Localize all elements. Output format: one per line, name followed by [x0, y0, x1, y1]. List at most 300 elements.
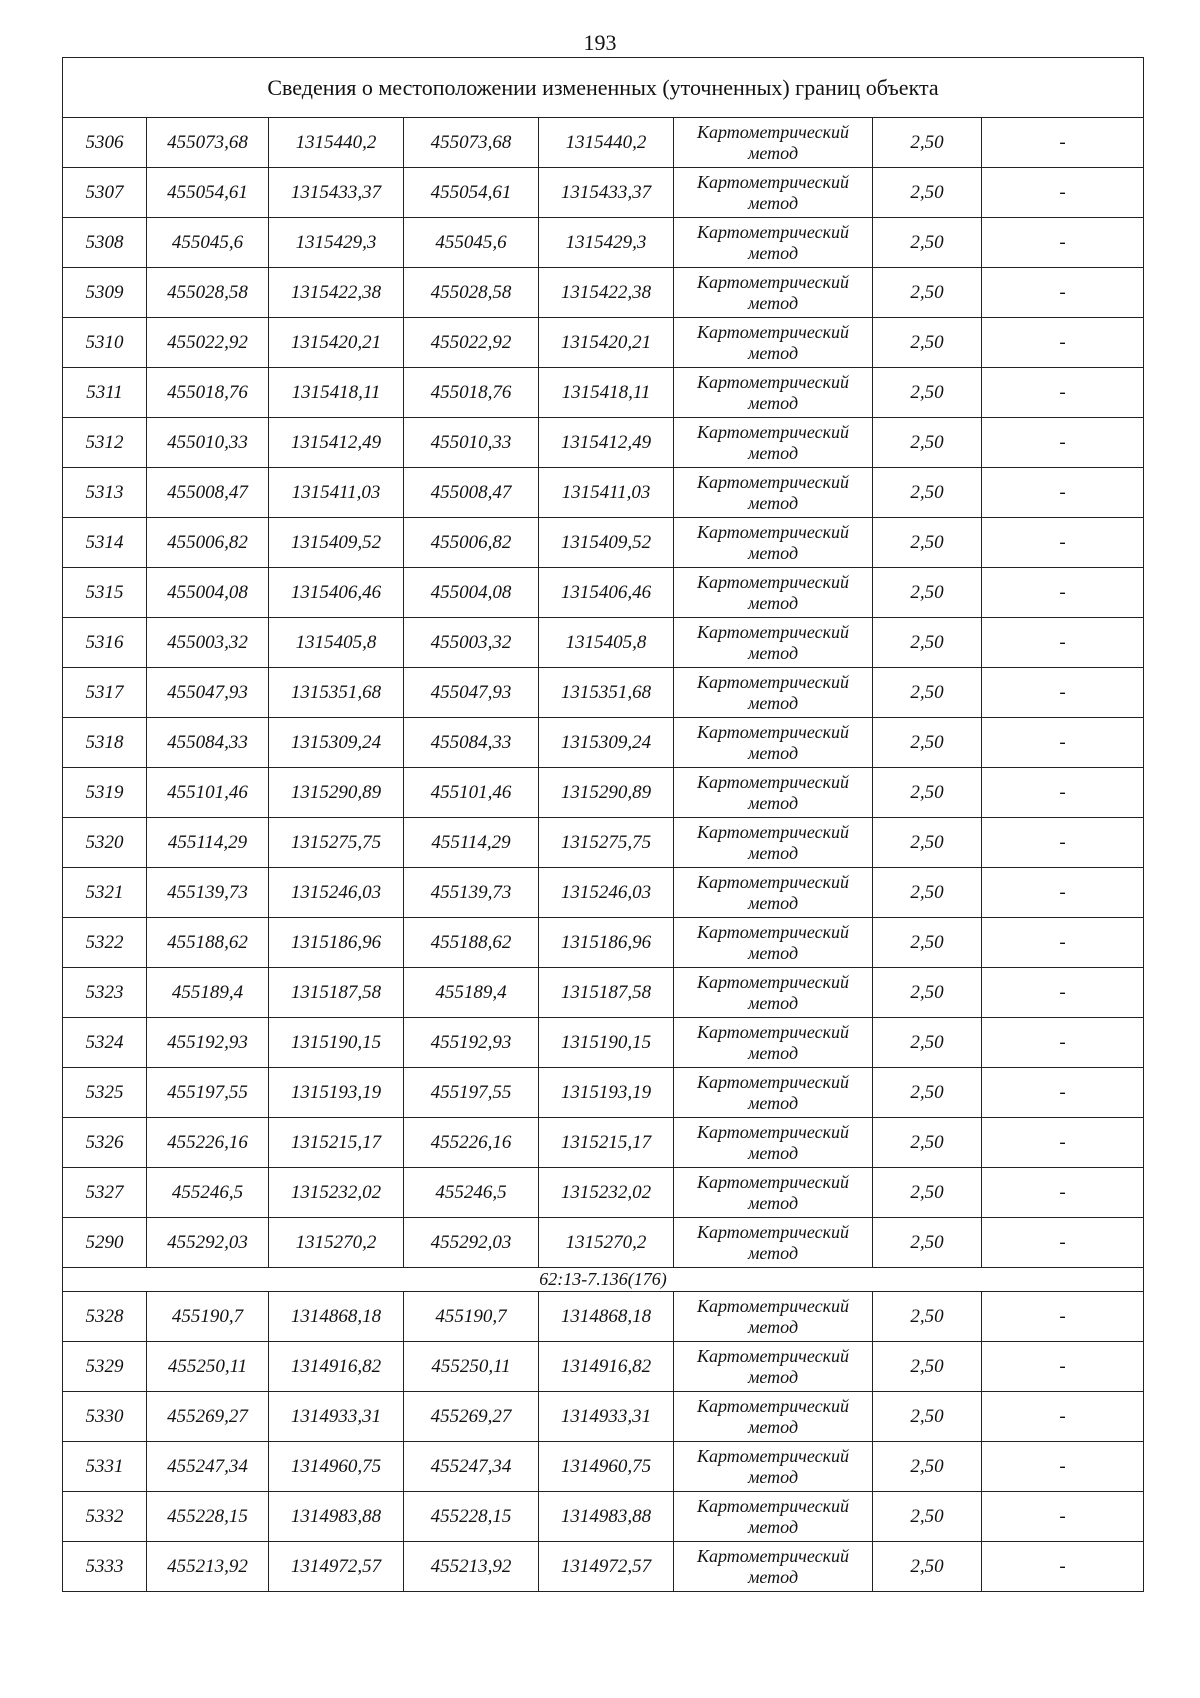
- description-cell: -: [982, 718, 1144, 768]
- y-refined-cell: 1314972,57: [539, 1542, 674, 1592]
- x-refined-cell: 455213,92: [404, 1542, 539, 1592]
- table-row: [63, 118, 1144, 168]
- y-refined-cell: 1315412,49: [539, 418, 674, 468]
- y-refined-cell: 1315309,24: [539, 718, 674, 768]
- method-line-1: Картометрический: [696, 321, 849, 342]
- description-cell: -: [982, 768, 1144, 818]
- accuracy-cell: 2,50: [873, 1542, 982, 1592]
- x-existing-cell: 455192,93: [147, 1018, 269, 1068]
- method-cell: [674, 1442, 873, 1492]
- method-cell: [674, 518, 873, 568]
- method-line-1: Картометрический: [696, 221, 849, 242]
- point-number-cell: 5330: [63, 1392, 147, 1442]
- y-refined-cell: 1315440,2: [539, 118, 674, 168]
- table-row: [63, 268, 1144, 318]
- x-existing-cell: 455101,46: [147, 768, 269, 818]
- method-cell: [674, 268, 873, 318]
- method-line-1: Картометрический: [696, 121, 849, 142]
- x-refined-cell: 455114,29: [404, 818, 539, 868]
- x-existing-cell: 455250,11: [147, 1342, 269, 1392]
- table-row: [63, 1118, 1144, 1168]
- description-cell: -: [982, 468, 1144, 518]
- y-refined-cell: 1315418,11: [539, 368, 674, 418]
- method-line-1: Картометрический: [696, 571, 849, 592]
- method-cell: [674, 468, 873, 518]
- point-number-cell: 5314: [63, 518, 147, 568]
- method-cell: [674, 1292, 873, 1342]
- method-line-2: метод: [747, 292, 799, 313]
- table-row: [63, 1392, 1144, 1442]
- description-cell: -: [982, 1218, 1144, 1268]
- x-refined-cell: 455003,32: [404, 618, 539, 668]
- y-refined-cell: 1315186,96: [539, 918, 674, 968]
- x-refined-cell: 455269,27: [404, 1392, 539, 1442]
- x-refined-cell: 455247,34: [404, 1442, 539, 1492]
- x-refined-cell: 455190,7: [404, 1292, 539, 1342]
- y-refined-cell: 1315215,17: [539, 1118, 674, 1168]
- method-cell: [674, 218, 873, 268]
- table-row: [63, 368, 1144, 418]
- y-existing-cell: 1314960,75: [269, 1442, 404, 1492]
- description-cell: -: [982, 968, 1144, 1018]
- x-existing-cell: 455028,58: [147, 268, 269, 318]
- method-line-1: Картометрический: [696, 871, 849, 892]
- method-line-1: Картометрический: [696, 771, 849, 792]
- x-existing-cell: 455054,61: [147, 168, 269, 218]
- y-refined-cell: 1315422,38: [539, 268, 674, 318]
- method-cell: [674, 1542, 873, 1592]
- method-line-1: Картометрический: [696, 521, 849, 542]
- y-refined-cell: 1315433,37: [539, 168, 674, 218]
- table-row: [63, 1018, 1144, 1068]
- accuracy-cell: 2,50: [873, 1292, 982, 1342]
- x-existing-cell: 455084,33: [147, 718, 269, 768]
- method-line-1: Картометрический: [696, 1121, 849, 1142]
- y-existing-cell: 1314983,88: [269, 1492, 404, 1542]
- x-refined-cell: 455188,62: [404, 918, 539, 968]
- description-cell: -: [982, 1118, 1144, 1168]
- x-existing-cell: 455190,7: [147, 1292, 269, 1342]
- x-refined-cell: 455197,55: [404, 1068, 539, 1118]
- table-row: [63, 518, 1144, 568]
- method-cell: [674, 418, 873, 468]
- x-existing-cell: 455004,08: [147, 568, 269, 618]
- table-row: [63, 968, 1144, 1018]
- method-line-2: метод: [747, 1192, 799, 1213]
- method-cell: [674, 568, 873, 618]
- method-cell: [674, 818, 873, 868]
- method-cell: [674, 968, 873, 1018]
- method-cell: [674, 168, 873, 218]
- x-refined-cell: 455192,93: [404, 1018, 539, 1068]
- method-line-2: метод: [747, 392, 799, 413]
- y-existing-cell: 1315420,21: [269, 318, 404, 368]
- x-refined-cell: 455246,5: [404, 1168, 539, 1218]
- method-line-2: метод: [747, 592, 799, 613]
- x-refined-cell: 455084,33: [404, 718, 539, 768]
- y-refined-cell: 1315420,21: [539, 318, 674, 368]
- x-refined-cell: 455047,93: [404, 668, 539, 718]
- y-refined-cell: 1315405,8: [539, 618, 674, 668]
- description-cell: -: [982, 1492, 1144, 1542]
- point-number-cell: 5307: [63, 168, 147, 218]
- description-cell: -: [982, 268, 1144, 318]
- method-line-2: метод: [747, 1566, 799, 1587]
- method-cell: [674, 918, 873, 968]
- description-cell: -: [982, 868, 1144, 918]
- method-line-2: метод: [747, 842, 799, 863]
- page-number: 193: [583, 30, 617, 55]
- y-refined-cell: 1314933,31: [539, 1392, 674, 1442]
- x-existing-cell: 455226,16: [147, 1118, 269, 1168]
- x-refined-cell: 455054,61: [404, 168, 539, 218]
- x-refined-cell: 455022,92: [404, 318, 539, 368]
- description-cell: -: [982, 618, 1144, 668]
- y-existing-cell: 1314972,57: [269, 1542, 404, 1592]
- x-refined-cell: 455045,6: [404, 218, 539, 268]
- y-refined-cell: 1315246,03: [539, 868, 674, 918]
- description-cell: -: [982, 1018, 1144, 1068]
- point-number-cell: 5325: [63, 1068, 147, 1118]
- accuracy-cell: 2,50: [873, 668, 982, 718]
- description-cell: -: [982, 1292, 1144, 1342]
- x-existing-cell: 455213,92: [147, 1542, 269, 1592]
- y-existing-cell: 1315351,68: [269, 668, 404, 718]
- method-line-1: Картометрический: [696, 921, 849, 942]
- table-row: [63, 1342, 1144, 1392]
- method-line-1: Картометрический: [696, 821, 849, 842]
- y-refined-cell: 1315409,52: [539, 518, 674, 568]
- x-existing-cell: 455246,5: [147, 1168, 269, 1218]
- y-refined-cell: 1315411,03: [539, 468, 674, 518]
- method-line-1: Картометрический: [696, 671, 849, 692]
- method-line-2: метод: [747, 692, 799, 713]
- description-cell: -: [982, 1442, 1144, 1492]
- section-label: 62:13-7.136(176): [63, 1268, 1144, 1292]
- table-row: [63, 1542, 1144, 1592]
- method-line-1: Картометрический: [696, 1221, 849, 1242]
- point-number-cell: 5328: [63, 1292, 147, 1342]
- method-line-2: метод: [747, 492, 799, 513]
- table-row: [63, 418, 1144, 468]
- method-cell: [674, 1068, 873, 1118]
- point-number-cell: 5319: [63, 768, 147, 818]
- accuracy-cell: 2,50: [873, 318, 982, 368]
- x-existing-cell: 455189,4: [147, 968, 269, 1018]
- description-cell: -: [982, 1068, 1144, 1118]
- x-refined-cell: 455028,58: [404, 268, 539, 318]
- description-cell: -: [982, 668, 1144, 718]
- accuracy-cell: 2,50: [873, 918, 982, 968]
- description-cell: -: [982, 818, 1144, 868]
- method-line-1: Картометрический: [696, 1295, 849, 1316]
- point-number-cell: 5318: [63, 718, 147, 768]
- method-line-1: Картометрический: [696, 721, 849, 742]
- y-refined-cell: 1315429,3: [539, 218, 674, 268]
- method-line-1: Картометрический: [696, 371, 849, 392]
- method-line-1: Картометрический: [696, 1171, 849, 1192]
- y-existing-cell: 1314868,18: [269, 1292, 404, 1342]
- x-refined-cell: 455018,76: [404, 368, 539, 418]
- x-existing-cell: 455188,62: [147, 918, 269, 968]
- section-row: [63, 1268, 1144, 1292]
- y-refined-cell: 1315351,68: [539, 668, 674, 718]
- point-number-cell: 5316: [63, 618, 147, 668]
- method-line-2: метод: [747, 642, 799, 663]
- point-number-cell: 5312: [63, 418, 147, 468]
- x-refined-cell: 455189,4: [404, 968, 539, 1018]
- x-refined-cell: 455226,16: [404, 1118, 539, 1168]
- point-number-cell: 5322: [63, 918, 147, 968]
- x-refined-cell: 455250,11: [404, 1342, 539, 1392]
- method-line-2: метод: [747, 742, 799, 763]
- point-number-cell: 5290: [63, 1218, 147, 1268]
- point-number-cell: 5324: [63, 1018, 147, 1068]
- x-existing-cell: 455006,82: [147, 518, 269, 568]
- description-cell: -: [982, 368, 1144, 418]
- accuracy-cell: 2,50: [873, 568, 982, 618]
- table-row: [63, 218, 1144, 268]
- x-existing-cell: 455045,6: [147, 218, 269, 268]
- y-existing-cell: 1315246,03: [269, 868, 404, 918]
- method-line-1: Картометрический: [696, 421, 849, 442]
- method-line-1: Картометрический: [696, 171, 849, 192]
- point-number-cell: 5317: [63, 668, 147, 718]
- x-existing-cell: 455247,34: [147, 1442, 269, 1492]
- method-line-1: Картометрический: [696, 971, 849, 992]
- table-row: [63, 868, 1144, 918]
- point-number-cell: 5323: [63, 968, 147, 1018]
- x-existing-cell: 455003,32: [147, 618, 269, 668]
- method-line-1: Картометрический: [696, 1345, 849, 1366]
- x-refined-cell: 455228,15: [404, 1492, 539, 1542]
- point-number-cell: 5332: [63, 1492, 147, 1542]
- method-cell: [674, 1218, 873, 1268]
- method-cell: [674, 768, 873, 818]
- point-number-cell: 5311: [63, 368, 147, 418]
- method-cell: [674, 868, 873, 918]
- point-number-cell: 5310: [63, 318, 147, 368]
- method-line-2: метод: [747, 192, 799, 213]
- boundary-coordinates-table: [62, 57, 1144, 1592]
- x-existing-cell: 455010,33: [147, 418, 269, 468]
- table-row: [63, 1292, 1144, 1342]
- method-cell: [674, 1392, 873, 1442]
- y-refined-cell: 1314916,82: [539, 1342, 674, 1392]
- y-existing-cell: 1315275,75: [269, 818, 404, 868]
- accuracy-cell: 2,50: [873, 1392, 982, 1442]
- description-cell: -: [982, 568, 1144, 618]
- table-row: [63, 618, 1144, 668]
- method-line-2: метод: [747, 1242, 799, 1263]
- method-cell: [674, 718, 873, 768]
- y-existing-cell: 1315405,8: [269, 618, 404, 668]
- method-line-1: Картометрический: [696, 471, 849, 492]
- method-cell: [674, 1342, 873, 1392]
- point-number-cell: 5315: [63, 568, 147, 618]
- method-line-2: метод: [747, 1316, 799, 1337]
- accuracy-cell: 2,50: [873, 368, 982, 418]
- y-existing-cell: 1315411,03: [269, 468, 404, 518]
- table-row: [63, 1068, 1144, 1118]
- point-number-cell: 5326: [63, 1118, 147, 1168]
- method-cell: [674, 118, 873, 168]
- y-existing-cell: 1315433,37: [269, 168, 404, 218]
- table-row: [63, 168, 1144, 218]
- accuracy-cell: 2,50: [873, 168, 982, 218]
- x-existing-cell: 455047,93: [147, 668, 269, 718]
- x-existing-cell: 455073,68: [147, 118, 269, 168]
- method-line-1: Картометрический: [696, 1545, 849, 1566]
- accuracy-cell: 2,50: [873, 618, 982, 668]
- point-number-cell: 5308: [63, 218, 147, 268]
- description-cell: -: [982, 168, 1144, 218]
- method-line-2: метод: [747, 942, 799, 963]
- x-existing-cell: 455197,55: [147, 1068, 269, 1118]
- accuracy-cell: 2,50: [873, 118, 982, 168]
- method-line-1: Картометрический: [696, 1445, 849, 1466]
- method-line-1: Картометрический: [696, 1495, 849, 1516]
- description-cell: -: [982, 218, 1144, 268]
- y-refined-cell: 1315275,75: [539, 818, 674, 868]
- x-existing-cell: 455022,92: [147, 318, 269, 368]
- x-existing-cell: 455228,15: [147, 1492, 269, 1542]
- point-number-cell: 5331: [63, 1442, 147, 1492]
- method-line-2: метод: [747, 1466, 799, 1487]
- method-cell: [674, 1168, 873, 1218]
- y-existing-cell: 1315409,52: [269, 518, 404, 568]
- accuracy-cell: 2,50: [873, 1442, 982, 1492]
- method-line-2: метод: [747, 1366, 799, 1387]
- x-refined-cell: 455010,33: [404, 418, 539, 468]
- method-cell: [674, 318, 873, 368]
- accuracy-cell: 2,50: [873, 1168, 982, 1218]
- point-number-cell: 5327: [63, 1168, 147, 1218]
- method-line-1: Картометрический: [696, 271, 849, 292]
- x-existing-cell: 455008,47: [147, 468, 269, 518]
- y-existing-cell: 1315186,96: [269, 918, 404, 968]
- accuracy-cell: 2,50: [873, 1492, 982, 1542]
- y-existing-cell: 1315193,19: [269, 1068, 404, 1118]
- table-row: [63, 318, 1144, 368]
- y-existing-cell: 1315187,58: [269, 968, 404, 1018]
- method-line-2: метод: [747, 792, 799, 813]
- method-line-2: метод: [747, 342, 799, 363]
- x-refined-cell: 455006,82: [404, 518, 539, 568]
- method-line-2: метод: [747, 142, 799, 163]
- description-cell: -: [982, 118, 1144, 168]
- x-existing-cell: 455139,73: [147, 868, 269, 918]
- y-existing-cell: 1315406,46: [269, 568, 404, 618]
- y-refined-cell: 1315290,89: [539, 768, 674, 818]
- x-refined-cell: 455101,46: [404, 768, 539, 818]
- table-row: [63, 1168, 1144, 1218]
- table-title: Сведения о местоположении измененных (уточненных) границ объекта: [63, 58, 1144, 118]
- x-existing-cell: 455018,76: [147, 368, 269, 418]
- y-existing-cell: 1314916,82: [269, 1342, 404, 1392]
- accuracy-cell: 2,50: [873, 268, 982, 318]
- table-title-row: [63, 58, 1144, 118]
- accuracy-cell: 2,50: [873, 518, 982, 568]
- table-row: [63, 668, 1144, 718]
- method-line-2: метод: [747, 992, 799, 1013]
- accuracy-cell: 2,50: [873, 468, 982, 518]
- y-existing-cell: 1315290,89: [269, 768, 404, 818]
- y-refined-cell: 1315406,46: [539, 568, 674, 618]
- method-line-1: Картометрический: [696, 1395, 849, 1416]
- y-refined-cell: 1314868,18: [539, 1292, 674, 1342]
- method-line-2: метод: [747, 1042, 799, 1063]
- x-refined-cell: 455292,03: [404, 1218, 539, 1268]
- y-refined-cell: 1315190,15: [539, 1018, 674, 1068]
- table-row: [63, 468, 1144, 518]
- y-refined-cell: 1314983,88: [539, 1492, 674, 1542]
- table-row: [63, 718, 1144, 768]
- accuracy-cell: 2,50: [873, 1218, 982, 1268]
- table-row: [63, 568, 1144, 618]
- description-cell: -: [982, 1168, 1144, 1218]
- accuracy-cell: 2,50: [873, 868, 982, 918]
- point-number-cell: 5333: [63, 1542, 147, 1592]
- y-refined-cell: 1314960,75: [539, 1442, 674, 1492]
- point-number-cell: 5306: [63, 118, 147, 168]
- x-existing-cell: 455114,29: [147, 818, 269, 868]
- method-cell: [674, 368, 873, 418]
- accuracy-cell: 2,50: [873, 968, 982, 1018]
- method-line-1: Картометрический: [696, 1021, 849, 1042]
- method-cell: [674, 1492, 873, 1542]
- method-cell: [674, 618, 873, 668]
- y-existing-cell: 1315440,2: [269, 118, 404, 168]
- description-cell: -: [982, 518, 1144, 568]
- table-row: [63, 818, 1144, 868]
- x-refined-cell: 455008,47: [404, 468, 539, 518]
- y-existing-cell: 1315412,49: [269, 418, 404, 468]
- accuracy-cell: 2,50: [873, 1118, 982, 1168]
- y-existing-cell: 1315270,2: [269, 1218, 404, 1268]
- table-row: [63, 1442, 1144, 1492]
- description-cell: -: [982, 418, 1144, 468]
- method-line-2: метод: [747, 1092, 799, 1113]
- method-cell: [674, 1118, 873, 1168]
- point-number-cell: 5313: [63, 468, 147, 518]
- x-existing-cell: 455292,03: [147, 1218, 269, 1268]
- x-refined-cell: 455139,73: [404, 868, 539, 918]
- y-refined-cell: 1315232,02: [539, 1168, 674, 1218]
- x-existing-cell: 455269,27: [147, 1392, 269, 1442]
- y-refined-cell: 1315187,58: [539, 968, 674, 1018]
- y-existing-cell: 1315422,38: [269, 268, 404, 318]
- x-refined-cell: 455004,08: [404, 568, 539, 618]
- accuracy-cell: 2,50: [873, 218, 982, 268]
- y-existing-cell: 1315215,17: [269, 1118, 404, 1168]
- point-number-cell: 5309: [63, 268, 147, 318]
- accuracy-cell: 2,50: [873, 418, 982, 468]
- method-line-2: метод: [747, 892, 799, 913]
- x-refined-cell: 455073,68: [404, 118, 539, 168]
- description-cell: -: [982, 1342, 1144, 1392]
- description-cell: -: [982, 1542, 1144, 1592]
- y-existing-cell: 1315309,24: [269, 718, 404, 768]
- accuracy-cell: 2,50: [873, 768, 982, 818]
- method-line-2: метод: [747, 442, 799, 463]
- point-number-cell: 5321: [63, 868, 147, 918]
- method-line-2: метод: [747, 1516, 799, 1537]
- method-line-1: Картометрический: [696, 1071, 849, 1092]
- table-row: [63, 768, 1144, 818]
- y-existing-cell: 1314933,31: [269, 1392, 404, 1442]
- accuracy-cell: 2,50: [873, 1342, 982, 1392]
